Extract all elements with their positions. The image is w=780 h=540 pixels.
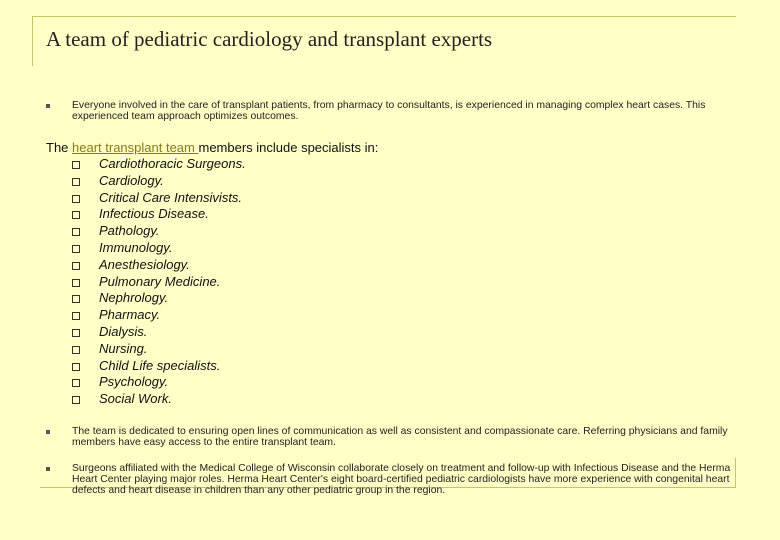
top-divider bbox=[32, 16, 736, 17]
hollow-square-bullet-icon bbox=[72, 178, 80, 186]
bullet-item bbox=[46, 426, 740, 450]
square-bullet-icon bbox=[46, 430, 50, 434]
hollow-square-bullet-icon bbox=[72, 295, 80, 303]
hollow-square-bullet-icon bbox=[72, 245, 80, 253]
bullet-text: Everyone involved in the care of transplant patients, from pharmacy to consultants, is experienced in managing complex heart cases. This experienced team approach optimizes outcomes. bbox=[72, 100, 706, 122]
hollow-square-bullet-icon bbox=[72, 211, 80, 219]
hollow-square-bullet-icon bbox=[72, 161, 80, 169]
hollow-square-bullet-icon bbox=[72, 228, 80, 236]
square-bullet-icon bbox=[46, 467, 50, 471]
bullet-item bbox=[46, 463, 740, 497]
hollow-square-bullet-icon bbox=[72, 195, 80, 203]
hollow-square-bullet-icon bbox=[72, 279, 80, 287]
bullet-item bbox=[46, 100, 740, 126]
hollow-square-bullet-icon bbox=[72, 262, 80, 270]
specialists-intro: The heart transplant team members include specialists in: bbox=[46, 140, 379, 155]
hollow-square-bullet-icon bbox=[72, 396, 80, 404]
hollow-square-bullet-icon bbox=[72, 379, 80, 387]
hollow-square-bullet-icon bbox=[72, 363, 80, 371]
heart-transplant-team-link[interactable]: heart transplant team bbox=[72, 140, 199, 155]
left-divider bbox=[32, 16, 33, 66]
hollow-square-bullet-icon bbox=[72, 346, 80, 354]
square-bullet-icon bbox=[46, 104, 50, 108]
bullet-text: Surgeons affiliated with the Medical College of Wisconsin collaborate closely on treatment and follow-up with Infectious Disease and the Herma Heart Center playing major roles. Herma Heart Center's eight board-certified pediatric cardiologists have more experience with congenital heart defects and heart disease in children than any other pediatric group in the region. bbox=[72, 463, 731, 496]
hollow-square-bullet-icon bbox=[72, 329, 80, 337]
hollow-square-bullet-icon bbox=[72, 312, 80, 320]
slide-title: A team of pediatric cardiology and transplant experts bbox=[46, 27, 493, 51]
bullet-text: The team is dedicated to ensuring open lines of communication as well as consistent and compassionate care. Referring physicians and family members have easy access to the entire transplant team. bbox=[72, 426, 728, 448]
